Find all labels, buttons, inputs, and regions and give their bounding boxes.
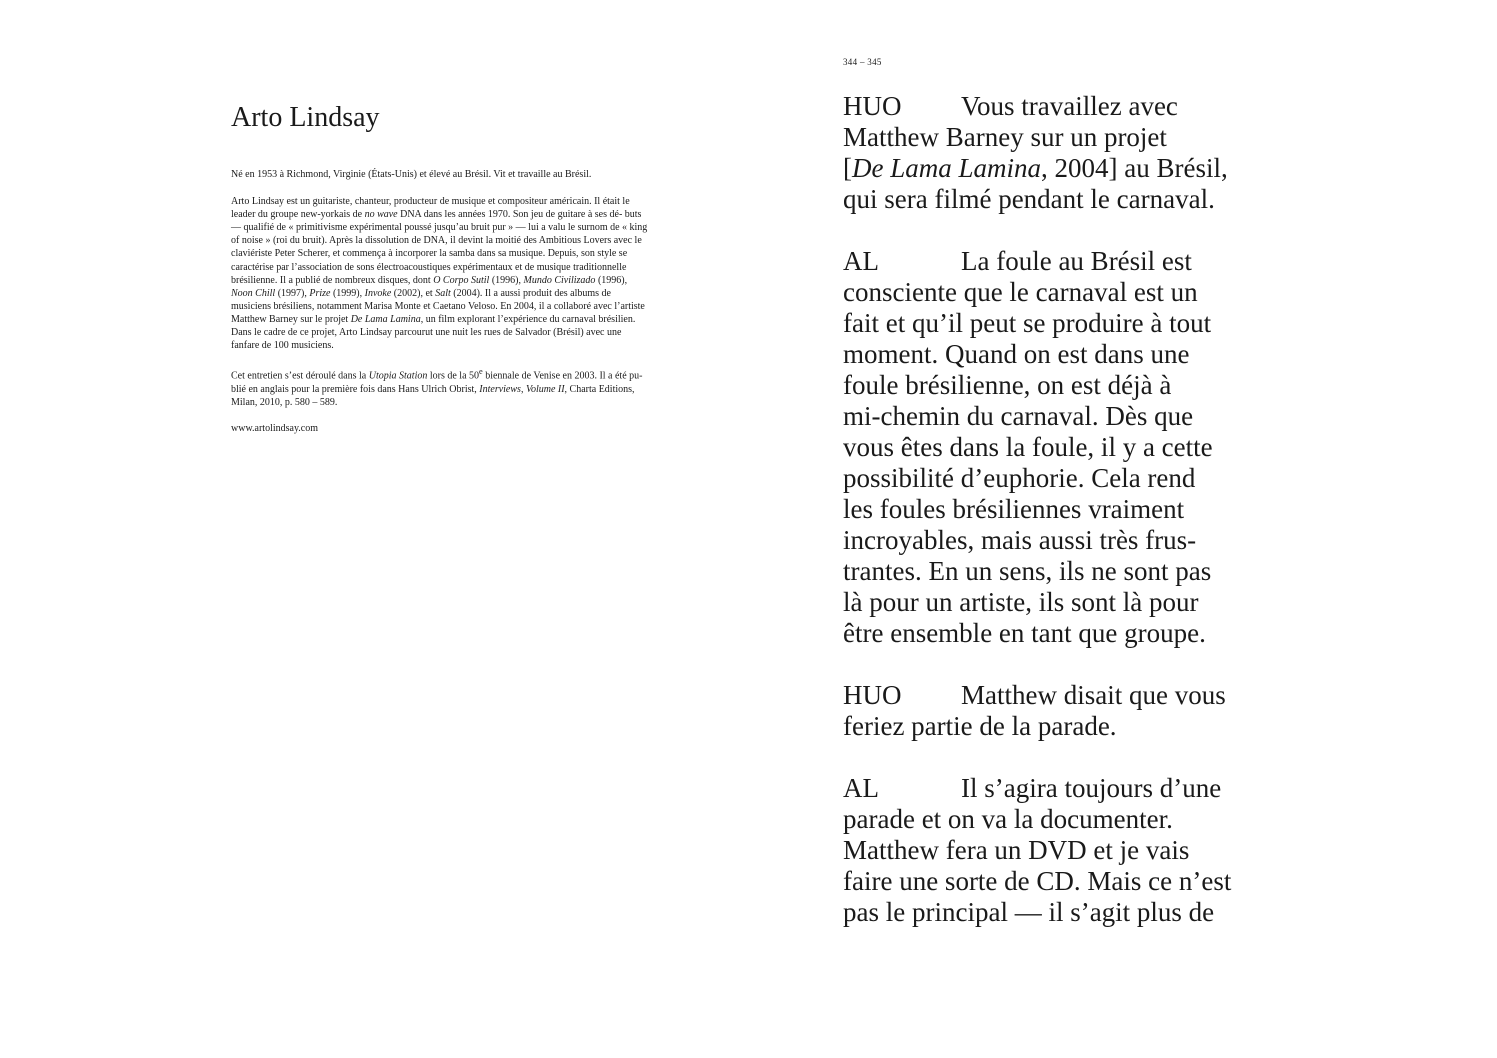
artist-biography (231, 168, 651, 448)
interview-turn: HUO Matthew disait que vous feriez partie de la parade. (843, 680, 1226, 741)
artist-name: Arto Lindsay (231, 102, 380, 133)
interview-turn: HUO Vous travaillez avec Matthew Barney sur un projet [De Lama Lamina, 2004] au Brésil, qui sera filmé pendant le carnaval. (843, 91, 1228, 214)
speaker-label: AL (843, 246, 879, 276)
speaker-label: HUO (843, 680, 902, 710)
interview-text (843, 91, 1283, 959)
interview-turn: AL La foule au Brésil est consciente que le carnaval est un fait et qu’il peut se produire à tout moment. Quand on est dans une foule brésilienne, on est déjà à mi-chemin du carnaval. Dès que vous êtes dans la foule, il y a cette possibilité d’euphorie. Cela rend les foules brésiliennes vraiment incroyables, mais aussi très frus- trantes. En un sens, ils ne sont pas là pour un artiste, ils sont là pour être ensemble en tant que groupe. (843, 246, 1213, 648)
website-link[interactable]: www.artolindsay.com (231, 422, 319, 434)
birth-info: Né en 1953 à Richmond, Virginie (États-Unis) et élevé au Brésil. Vit et travaille au Brésil. (231, 169, 592, 180)
speaker-label: HUO (843, 91, 902, 121)
interview-note: Cet entretien s’est déroulé dans la Utopia Station lors de la 50e biennale de Venise en 2003. Il a été pu- blié en anglais pour la première fois dans Hans Ulrich Obrist, Interviews, Volume II, Charta Editions, Milan, 2010, p. 580 – 589. (231, 367, 643, 408)
speaker-label: AL (843, 773, 879, 803)
interview-turn: AL Il s’agira toujours d’une parade et on va la documenter. Matthew fera un DVD et je vais faire une sorte de CD. Mais ce n’est pas le principal — il s’agit plus de (843, 773, 1232, 927)
left-page (0, 0, 748, 1058)
right-page (748, 0, 1497, 1058)
bio-paragraph: Arto Lindsay est un guitariste, chanteur, producteur de musique et compositeur américain. Il était le leader du groupe new-yorkais de no wave DNA dans les années 1970. Son jeu de guitare à ses dé- buts — qualifié de « primitivisme expérimental poussé jusqu’au bruit pur » — lui a valu le surnom de « king of noise » (roi du bruit). Après la dissolution de DNA, il devint la moitié des Ambitious Lovers avec le claviériste Peter Scherer, et commença à incorporer la samba dans sa musique. Depuis, son style se caractérise par l’association de sons électroacoustiques expérimentaux et de musique traditionnelle brésilienne. Il a publié de nombreux disques, dont O Corpo Sutil (1996), Mundo Civilizado (1996), Noon Chill (1997), Prize (1999), Invoke (2002), et Salt (2004). Il a aussi produit des albums de musiciens brésiliens, notamment Marisa Monte et Caetano Veloso. En 2004, il a collaboré avec l’artiste Matthew Barney sur le projet De Lama Lamina, un film explorant l’expérience du carnaval brésilien. Dans le cadre de ce projet, Arto Lindsay parcourut une nuit les rues de Salvador (Brésil) avec une fanfare de 100 musiciens. (231, 196, 648, 352)
page-number: 344 – 345 (843, 57, 882, 67)
